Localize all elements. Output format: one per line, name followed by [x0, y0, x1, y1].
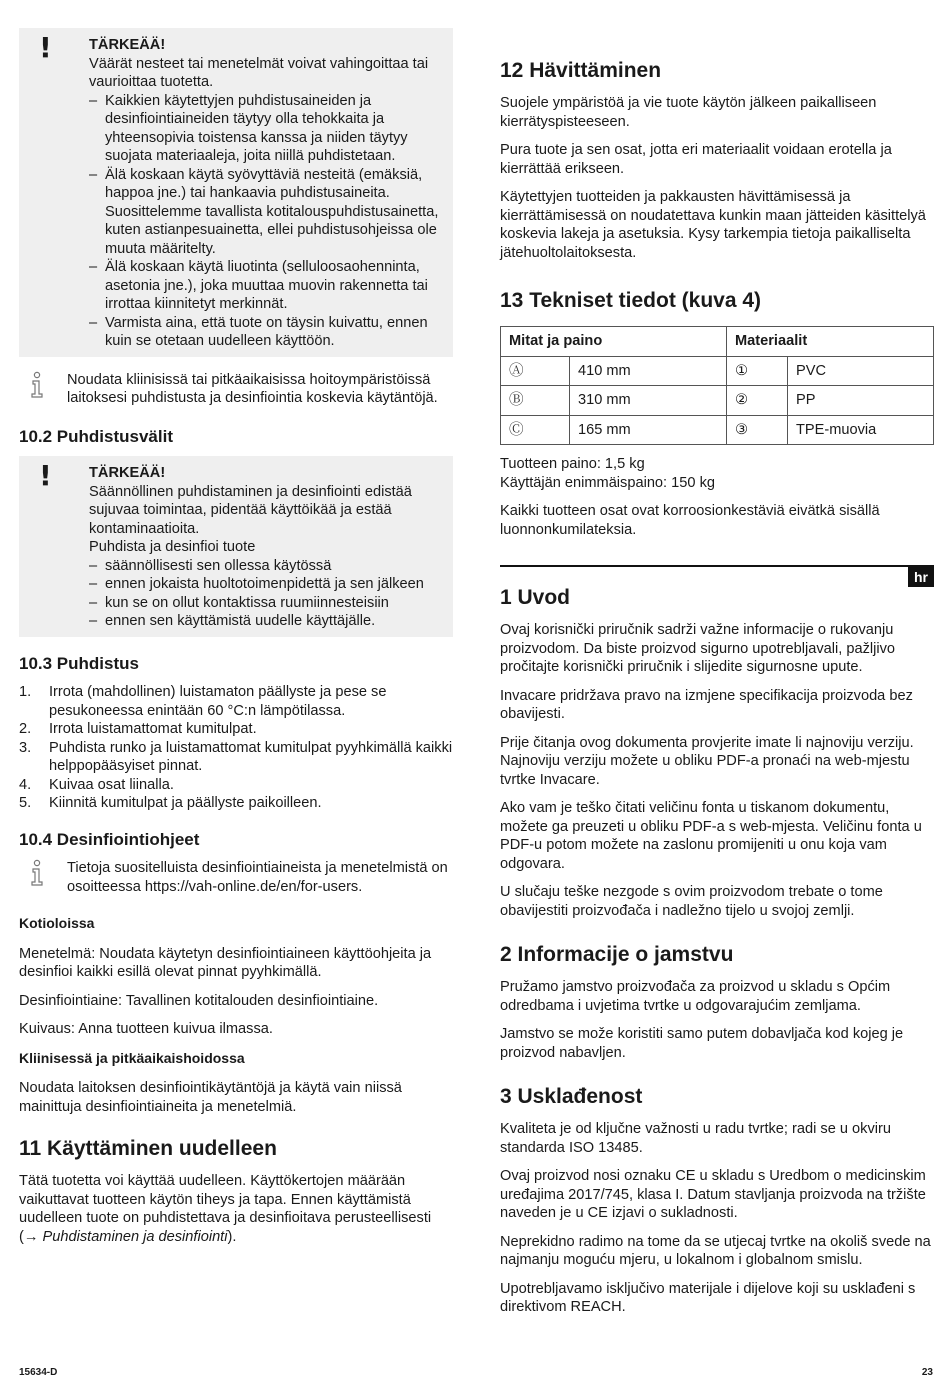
- subheading-clinic: Kliinisessä ja pitkäaikaishoidossa: [19, 1049, 245, 1066]
- warning-item: – Varmista aina, että tuote on täysin kuivattu, ennen kuin se otetaan uudelleen käyttöön.: [89, 314, 443, 351]
- material-value: PP: [788, 386, 934, 416]
- table-header: Mitat ja paino: [501, 327, 727, 357]
- warning-intro: Väärät nesteet tai menetelmät voivat vahingoittaa tai vaurioittaa tuotetta.: [89, 55, 429, 90]
- paragraph: Suojele ympäristöä ja vie tuote käytön jälkeen paikalliseen kierrätyspisteeseen.: [500, 95, 877, 130]
- interval-item: – ennen sen käyttämistä uudelle käyttäjälle.: [89, 612, 443, 631]
- material-key: ②: [727, 386, 788, 416]
- interval-item: – ennen jokaista huoltotoimenpidettä ja sen jälkeen: [89, 575, 443, 594]
- dimension-value: 310 mm: [570, 386, 727, 416]
- language-badge: hr: [908, 567, 934, 587]
- paragraph-drying: Kuivaus: Anna tuotteen kuivua ilmassa.: [19, 1021, 273, 1037]
- material-key: ③: [727, 415, 788, 445]
- paragraph: Neprekidno radimo na tome da se utjecaj tvrtke na okoliš svede na najmanju moguću mjeru, u lokalnom i globalnom smislu.: [500, 1233, 931, 1268]
- paragraph: Ovaj korisnički priručnik sadrži važne informacije o rukovanju proizvodom. Da biste proizvod sigurno upotrebljavali, pažljivo pročitajte korisnički priručnik i slijedite sigurnosne upute.: [500, 622, 896, 675]
- product-weight: Tuotteen paino: 1,5 kg: [500, 456, 645, 472]
- warning-item: – Älä koskaan käytä liuotinta (selluloosaohenninta, asetonia jne.), joka muuttaa muovin rakennetta tai irrottaa kiinnitetyt merkinnät.: [89, 258, 443, 314]
- warning-text: Säännöllinen puhdistaminen ja desinfiointi edistää sujuvaa toimintaa, pidentää käyttöikää ja estää kontaminaatioita.: [89, 483, 412, 537]
- info-icon: [29, 859, 45, 887]
- paragraph: Ako vam je teško čitati veličinu fonta u tiskanom dokumentu, možete ga preuzeti u obliku PDF-a s web-mjesta. Veličinu fonta u PDF-u potom možete na zaslonu promijeniti u onu koja vam odgovara.: [500, 800, 922, 872]
- language-divider: [500, 565, 934, 585]
- paragraph: Kvaliteta je od ključne važnosti u radu tvrtke; radi se u okviru standarda ISO 13485.: [500, 1121, 891, 1156]
- interval-item: – kun se on ollut kontaktissa ruumiinnesteisiin: [89, 594, 443, 613]
- paragraph: Käytettyjen tuotteiden ja pakkausten hävittämisessä ja kierrättämisessä on noudatettava kunkin maan jätteiden käsittelyä koskevia lakeja ja asetuksia. Kysy tarkempia tietoja paikalliselta jätehuoltolaitoksesta.: [500, 189, 926, 261]
- cross-reference: Puhdistaminen ja desinfiointi: [42, 1228, 228, 1245]
- section-heading-12: 12 Hävittäminen: [500, 59, 662, 82]
- paragraph: Pružamo jamstvo proizvođača za proizvod u skladu s Općim odredbama i uvjetima tvrtke u odgovarajućim zemljama.: [500, 979, 891, 1014]
- material-key: ①: [727, 356, 788, 386]
- section-heading-10-4: 10.4 Desinfiointiohjeet: [19, 829, 200, 849]
- warning-item: – Kaikkien käytettyjen puhdistusaineiden ja desinfiointiaineiden täytyy olla tehokkaita ja yhteensopivia toistensa kanssa ja niiden täytyy suojata materiaaleja, joita niillä puhdistetaan.: [89, 92, 443, 166]
- info-note-disinfectants: [19, 859, 453, 896]
- interval-item: – säännöllisesti sen ollessa käytössä: [89, 557, 443, 576]
- right-column: [500, 58, 934, 1327]
- material-value: TPE-muovia: [788, 415, 934, 445]
- warning-title: TÄRKEÄÄ!: [89, 465, 166, 481]
- interval-list: [29, 557, 443, 631]
- paragraph-agent: Desinfiointiaine: Tavallinen kotitalouden desinfiointiaine.: [19, 992, 379, 1009]
- warning-box-cleaning: [19, 28, 453, 357]
- section-heading-hr-1: 1 Uvod: [500, 586, 571, 609]
- paragraph-reuse: Tätä tuotetta voi käyttää uudelleen. Käyttökertojen määrään vaikuttavat tuotteen käytön tiheys ja tapa. Ennen käyttämistä uudelleen tuote on puhdistettava ja desinfioitava perusteellisesti (→ Puhdistaminen ja desinfiointi).: [19, 1173, 432, 1245]
- step-item: 2. Irrota luistamattomat kumitulpat.: [19, 721, 257, 737]
- paragraph: Pura tuote ja sen osat, jotta eri materiaalit voidaan erotella ja kierrättää erikseen.: [500, 142, 892, 177]
- paragraph: Ovaj proizvod nosi oznaku CE u skladu s Uredbom o medicinskim uređajima 2017/745, klasa I. Datum stavljanja proizvoda na tržište naveden je u CE izjavi o sukladnosti.: [500, 1168, 926, 1221]
- paragraph: U slučaju teške nezgode s ovim proizvodom trebate o tome obavijestiti proizvođača i nadležno tijelo u svojoj zemlji.: [500, 884, 883, 919]
- warning-item: – Älä koskaan käytä syövyttäviä nesteitä (emäksiä, happoa jne.) tai hankaavia puhdistusaineita. Suosittelemme tavallista kotitalouspuhdistusainetta, kuten astianpesuainetta, ellei puhdistusohjeissa ole muuta määritelty.: [89, 166, 443, 259]
- material-value: PVC: [788, 356, 934, 386]
- paragraph: Invacare pridržava pravo na izmjene specifikacija proizvoda bez obavijesti.: [500, 687, 913, 722]
- paragraph-method: Menetelmä: Noudata käytetyn desinfiointiaineen käyttöohjeita ja desinfioi kaikki esillä olevat pinnat pyyhkimällä.: [19, 945, 432, 980]
- dimension-key: Ⓒ: [501, 415, 570, 445]
- table-row: [501, 386, 934, 416]
- dimension-value: 165 mm: [570, 415, 727, 445]
- warning-list: [89, 92, 443, 351]
- dimension-value: 410 mm: [570, 356, 727, 386]
- step-item: 5. Kiinnitä kumitulpat ja päällyste paikoilleen.: [19, 795, 322, 811]
- document-code: 15634-D: [19, 1367, 58, 1378]
- max-user-weight: Käyttäjän enimmäispaino: 150 kg: [500, 474, 715, 491]
- info-icon: [29, 371, 45, 399]
- step-item: 3. Puhdista runko ja luistamattomat kumitulpat pyyhkimällä kaikki helppopääsyiset pinnat.: [19, 739, 453, 774]
- section-heading-10-3: 10.3 Puhdistus: [19, 653, 139, 673]
- left-column: [19, 28, 453, 1246]
- page-number: 23: [921, 1367, 933, 1378]
- section-heading-hr-2: 2 Informacije o jamstvu: [500, 943, 734, 966]
- paragraph: Upotrebljavamo isključivo materijale i dijelove koji su usklađeni s direktivom REACH.: [500, 1280, 916, 1315]
- table-row: [501, 415, 934, 445]
- section-heading-11: 11 Käyttäminen uudelleen: [19, 1137, 277, 1160]
- step-item: 4. Kuivaa osat liinalla.: [19, 776, 174, 793]
- info-text: Tietoja suositelluista desinfiointiaineista ja menetelmistä on osoitteessa https://vah-online.de/en/for-users.: [67, 860, 448, 895]
- warning-exclamation-icon: !: [39, 31, 52, 64]
- warning-lead: Puhdista ja desinfioi tuote: [89, 539, 256, 555]
- paragraph-corrosion: Kaikki tuotteen osat ovat korroosionkestäviä eivätkä sisällä luonnonkumilateksia.: [500, 503, 880, 538]
- info-note-clinical: [19, 371, 453, 408]
- paragraph-clinic: Noudata laitoksen desinfiointikäytäntöjä ja käytä vain niissä mainittuja desinfiointiaineita ja menetelmiä.: [19, 1080, 402, 1115]
- table-header: Materiaalit: [727, 327, 934, 357]
- table-header-row: [501, 327, 934, 357]
- section-heading-hr-3: 3 Usklađenost: [500, 1085, 643, 1108]
- paragraph: Prije čitanja ovog dokumenta provjerite imate li najnoviju verziju. Najnoviju verziju možete u obliku PDF-a pronaći na web-mjestu tvrtke Invacare.: [500, 734, 914, 788]
- warning-exclamation-icon: !: [39, 459, 52, 492]
- cleaning-steps: [19, 683, 453, 813]
- warning-box-intervals: [19, 456, 453, 637]
- dimension-key: Ⓑ: [501, 386, 570, 416]
- paragraph: Jamstvo se može koristiti samo putem dobavljača kod kojeg je proizvod nabavljen.: [500, 1026, 904, 1061]
- table-row: [501, 356, 934, 386]
- info-text: Noudata kliinisissä tai pitkäaikaisissa hoitoympäristöissä laitoksesi puhdistusta ja desinfiointia koskevia käytäntöjä.: [67, 371, 438, 406]
- technical-data-table: [500, 326, 934, 445]
- dimension-key: Ⓐ: [501, 356, 570, 386]
- subheading-home: Kotioloissa: [19, 915, 95, 931]
- warning-title: TÄRKEÄÄ!: [89, 37, 166, 53]
- section-heading-13: 13 Tekniset tiedot (kuva 4): [500, 289, 762, 312]
- step-item: 1. Irrota (mahdollinen) luistamaton päällyste ja pese se pesukoneessa enintään 60 °C:n lämpötilassa.: [19, 684, 387, 719]
- section-heading-10-2: 10.2 Puhdistusvälit: [19, 426, 173, 446]
